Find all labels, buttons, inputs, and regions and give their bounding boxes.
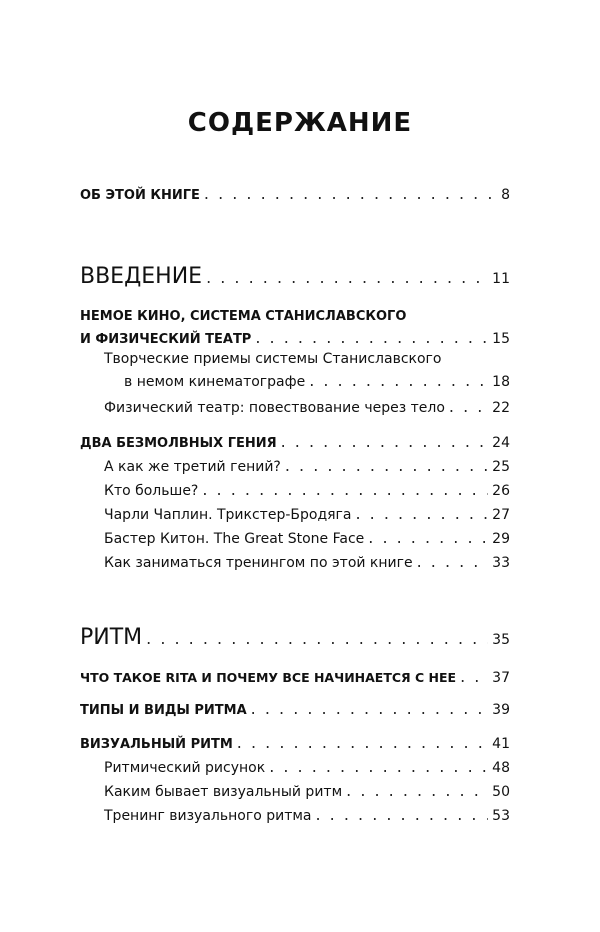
toc-subentry-label: Как заниматься тренингом по этой книге [104, 555, 413, 571]
dot-leader [309, 371, 488, 390]
toc-subentry [104, 552, 510, 571]
toc-entry-label-line1: НЕМОЕ КИНО, СИСТЕМА СТАНИСЛАВСКОГО [80, 309, 407, 324]
toc-entry-page: 37 [492, 670, 510, 686]
toc-subentry-label: Каким бывает визуальный ритм [104, 784, 343, 800]
toc-entry-label-line2: И ФИЗИЧЕСКИЙ ТЕАТР [80, 332, 252, 347]
toc-entry-label: ТИПЫ И ВИДЫ РИТМА [80, 703, 247, 718]
toc-entry-page: 15 [492, 331, 510, 347]
toc-subentry [104, 805, 510, 824]
toc-subentry-page: 33 [492, 555, 510, 571]
toc-subentry-page: 25 [492, 459, 510, 475]
toc-entry-label: ОБ ЭТОЙ КНИГЕ [80, 188, 200, 203]
toc-subentry [104, 456, 510, 475]
toc-entry [80, 667, 510, 686]
toc-subentry-label: Ритмический рисунок [104, 760, 266, 776]
toc-entry-label: ЧТО ТАКОЕ RITA И ПОЧЕМУ ВСЕ НАЧИНАЕТСЯ С НЕЕ [80, 670, 457, 685]
dot-leader [269, 757, 488, 776]
toc-entry [80, 328, 510, 347]
toc-subentry [104, 371, 510, 390]
toc-subentry-page: 50 [492, 784, 510, 800]
dot-leader [251, 699, 489, 718]
toc-subentry [104, 781, 510, 800]
toc-subentry-label: Тренинг визуального ритма [104, 808, 312, 824]
toc-entry [80, 733, 510, 752]
toc-part-label: ВВЕДЕНИЕ [80, 264, 203, 289]
toc-part-label: РИТМ [80, 625, 143, 650]
toc-subentry-page: 29 [492, 531, 510, 547]
toc-subentry-label: Физический театр: повествование через тело [104, 400, 445, 416]
toc-part-page: 11 [492, 271, 510, 287]
toc-entry-page: 41 [492, 736, 510, 752]
toc-subentry [104, 480, 510, 499]
toc-subentry [104, 504, 510, 523]
dot-leader [355, 504, 488, 523]
toc-part [80, 625, 510, 650]
dot-leader [460, 667, 488, 686]
toc-subentry [104, 397, 510, 416]
dot-leader [204, 184, 497, 203]
dot-leader [368, 528, 488, 547]
dot-leader [146, 629, 488, 648]
toc-entry-page: 39 [492, 702, 510, 718]
toc-subentry [104, 528, 510, 547]
dot-leader [449, 397, 488, 416]
toc-subentry-page: 22 [492, 400, 510, 416]
toc-subentry-page: 27 [492, 507, 510, 523]
toc-entry-label: ДВА БЕЗМОЛВНЫХ ГЕНИЯ [80, 436, 277, 451]
dot-leader [255, 328, 488, 347]
dot-leader [206, 268, 488, 287]
dot-leader [202, 480, 488, 499]
toc-entry-page: 8 [501, 187, 510, 203]
dot-leader [316, 805, 489, 824]
toc-entry [80, 184, 510, 203]
toc-subentry-page: 48 [492, 760, 510, 776]
dot-leader [417, 552, 489, 571]
page-title: СОДЕРЖАНИЕ [187, 108, 413, 138]
toc-subentry-label-line1: Творческие приемы системы Станиславского [104, 351, 442, 367]
toc-subentry-label: Кто больше? [104, 483, 199, 499]
dot-leader [237, 733, 488, 752]
toc-entry [80, 432, 510, 451]
toc-subentry-page: 53 [492, 808, 510, 824]
toc-subentry-label: А как же третий гений? [104, 459, 281, 475]
toc-subentry-label-line2: в немом кинематографе [124, 374, 306, 390]
toc-entry [80, 699, 510, 718]
toc-subentry [104, 757, 510, 776]
toc-subentry-label: Бастер Китон. The Great Stone Face [104, 531, 365, 547]
toc-subentry-page: 26 [492, 483, 510, 499]
toc-entry-label: ВИЗУАЛЬНЫЙ РИТМ [80, 737, 233, 752]
toc-subentry-page: 18 [492, 374, 510, 390]
dot-leader [346, 781, 488, 800]
toc-subentry-label: Чарли Чаплин. Трикстер-Бродяга [104, 507, 352, 523]
dot-leader [281, 432, 489, 451]
toc-part [80, 264, 510, 289]
toc-part-page: 35 [492, 632, 510, 648]
toc-entry-page: 24 [492, 435, 510, 451]
dot-leader [285, 456, 488, 475]
